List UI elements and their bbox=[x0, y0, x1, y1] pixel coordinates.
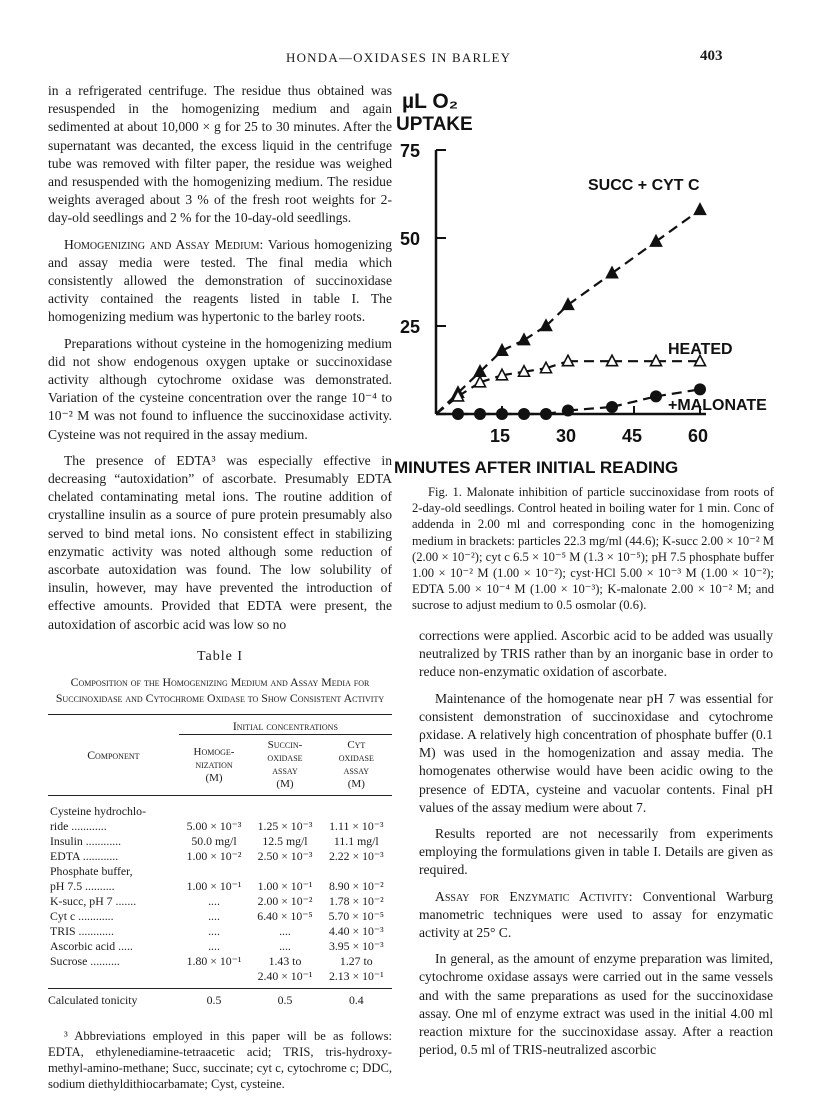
table-row bbox=[48, 909, 392, 924]
right-paragraph-3: Results reported are not necessarily from experiments employing the formulations given in table I. Details are given as required. bbox=[419, 826, 773, 878]
figure-label: Fig. 1. bbox=[428, 485, 462, 499]
right-paragraph-4 bbox=[419, 888, 773, 943]
x-tick-label: 45 bbox=[622, 426, 643, 446]
table-row bbox=[48, 819, 392, 834]
figure-caption-text bbox=[412, 484, 774, 614]
label-malonate: +MALONATE bbox=[668, 397, 767, 414]
right-paragraph-1: corrections were applied. Ascorbic acid to be added was usually neutralized by TRIS rather than by an inorganic base in order to reduce non-enzymatic oxidation of ascorbate. bbox=[419, 628, 773, 680]
cell-v3: 1.11 × 10⁻³ bbox=[329, 819, 384, 834]
cell-v3: 1.27 to bbox=[339, 954, 373, 969]
cell-v3: 8.90 × 10⁻² bbox=[328, 879, 384, 894]
cell-v2: 1.00 × 10⁻¹ bbox=[257, 879, 313, 894]
series-malonate-segment bbox=[568, 407, 612, 411]
y-axis-label-line2: UPTAKE bbox=[396, 114, 473, 135]
cell-name: Insulin ............ bbox=[50, 834, 122, 849]
cell-v1 bbox=[179, 796, 250, 820]
table-caption bbox=[48, 648, 392, 706]
cell-v2: 12.5 mg/l bbox=[262, 834, 308, 849]
table-row bbox=[48, 849, 392, 864]
table-row bbox=[48, 894, 392, 909]
figure-caption-body: Malonate inhibition of particle succinoxidase from roots of 2-day-old seedlings. Control heated in boiling water for 1 min. Conc of addenda in 2.00 ml and corresponding conc in the homogenizing medium in brackets: particles 22.3 mg/ml (44.6); K-succ 2.00 × 10⁻² M (2.00 × 10⁻²); cyt c 6.5 × 10⁻⁵ M (1.3 × 10⁻⁵); pH 7.5 phosphate buffer 1.00 × 10⁻² M (1.00 × 10⁻²); cyst·HCl 5.00 × 10⁻³ M (1.00 × 10⁻²); EDTA 5.00 × 10⁻⁴ M (1.00 × 10⁻³); K-malonate 2.00 × 10⁻² M; and sucrose to adjust medium to 0.5 osmolar (0.6). bbox=[412, 485, 774, 613]
section-heading-assay: Assay for Enzymatic Activity: bbox=[435, 888, 633, 904]
cell-name: Cysteine hydrochlo- bbox=[50, 804, 146, 819]
chart-series bbox=[436, 204, 706, 420]
cell-v2: 2.50 × 10⁻³ bbox=[257, 849, 313, 864]
cell-v1: .... bbox=[208, 939, 220, 954]
series-succ-cyt-c-point bbox=[651, 236, 662, 247]
table-row bbox=[48, 864, 392, 879]
series-succ-cyt-c-point bbox=[695, 204, 706, 215]
label-succ-cyt-c: SUCC + CYT C bbox=[588, 177, 700, 194]
footnote-text: ³ Abbreviations employed in this paper will be as follows: EDTA, ethylenediamine-tetraacetic acid; TRIS, tris-hydroxy-methyl-amino-methane; Succ, succinate; cyt c, cytochrome c; DDC, sodium diethyldithiocarbamate; Cyst, cysteine. bbox=[48, 1029, 392, 1092]
cell-v1: 1.00 × 10⁻¹ bbox=[186, 879, 242, 894]
left-paragraph-1: in a refrigerated centrifuge. The residue thus obtained was resuspended in the homogenizing medium and again sedimented at about 10,000 × g for 25 to 30 minutes. After the supernatant was decanted, the excess liquid in the centrifuge tube was removed with filter paper, the residue was weighed and resuspended with the homogenizing medium. The residue weights averaged about 3 % of the fresh root weights for 2-day-old seedlings and 2 % for the 10-day-old seedlings. bbox=[48, 83, 392, 226]
table-row-tonicity bbox=[48, 989, 392, 1009]
cell-name: Ascorbic acid ..... bbox=[50, 939, 133, 954]
cell-v1: 0.5 bbox=[206, 993, 222, 1008]
label-heated: HEATED bbox=[668, 341, 733, 358]
series-malonate-point bbox=[606, 401, 618, 413]
cell-name: Calculated tonicity bbox=[48, 993, 138, 1008]
table-row bbox=[48, 834, 392, 849]
y-axis-label-line1: µL O₂ bbox=[402, 90, 459, 113]
cell-name: ride ............ bbox=[50, 819, 107, 834]
cell-v3 bbox=[321, 796, 392, 820]
left-column bbox=[48, 82, 392, 1092]
cell-v2: 2.40 × 10⁻¹ bbox=[249, 969, 320, 989]
series-succ-cyt-c-point bbox=[563, 299, 574, 310]
cell-v1: 5.00 × 10⁻³ bbox=[186, 819, 242, 834]
cell-v3: 5.70 × 10⁻⁵ bbox=[328, 909, 384, 924]
series-malonate-point bbox=[650, 390, 662, 402]
cell-v1: .... bbox=[208, 894, 220, 909]
cell-v3 bbox=[321, 864, 392, 879]
left-paragraph-4: The presence of EDTA³ was especially effective in decreasing “autoxidation” of ascorbate. Presumably EDTA chelated contaminating metal ions. The routine addition of crystalline insulin as a source of pure protein presumably also served to bind metal ions. No consistent effect in stabilizing enzymatic activity was noted although some reduction of ascorbate autoxidation was found. The low solubility of insulin, however, may have prevented the introduction of effective amounts. Provided that EDTA were present, the autoxidation of ascorbic acid was low so no bbox=[48, 452, 392, 632]
cell-v2: 1.43 to bbox=[268, 954, 302, 969]
left-paragraph-2 bbox=[48, 236, 392, 327]
composition-table bbox=[48, 714, 392, 1008]
cell-name: pH 7.5 .......... bbox=[50, 879, 115, 894]
series-malonate-segment bbox=[612, 396, 656, 407]
cell-v3: 0.4 bbox=[348, 993, 364, 1008]
table-header-cyt-oxidase: Cyt oxidase assay (M) bbox=[338, 739, 374, 791]
right-paragraph-5: In general, as the amount of enzyme preparation was limited, cytochrome oxidase assays were carried out in the same vessels and with the same preparations as used for the succinoxidase assay. One ml of enzyme extract was used in the initial 4.00 ml reaction mixture for the succinoxidase assay. After a reaction period, 0.5 ml of TRIS-neutralized ascorbic bbox=[419, 951, 773, 1058]
running-header bbox=[0, 50, 816, 70]
series-succ-cyt-c-point bbox=[519, 334, 530, 344]
cell-name bbox=[48, 969, 179, 989]
series-malonate-point bbox=[452, 408, 464, 420]
cell-v2: 1.25 × 10⁻³ bbox=[257, 819, 313, 834]
series-malonate-segment bbox=[656, 389, 700, 396]
x-axis-label: MINUTES AFTER INITIAL READING bbox=[394, 458, 679, 477]
table-header-succinoxidase: Succin- oxidase assay (M) bbox=[267, 739, 303, 791]
right-paragraph-4-text: Conventional Warburg manometric techniques were used to assay for enzymatic activity at 25° C. bbox=[419, 888, 773, 941]
cell-name: TRIS ............ bbox=[50, 924, 114, 939]
table-header-component: Component bbox=[48, 715, 179, 796]
y-tick-label: 75 bbox=[400, 141, 421, 161]
cell-v2 bbox=[249, 796, 320, 820]
cell-v1: 50.0 mg/l bbox=[191, 834, 237, 849]
x-tick-label: 15 bbox=[490, 426, 511, 446]
table-body bbox=[48, 796, 392, 989]
y-tick-label: 25 bbox=[400, 317, 421, 337]
right-column bbox=[419, 627, 773, 1059]
cell-v2: .... bbox=[279, 924, 291, 939]
left-paragraph-2-text: Various homogenizing and assay media were tested. The final media which consistently allowed the demonstration of succinoxidase activity contained the reagents listed in table I. The homogenizing medium was hypertonic to the barley roots. bbox=[48, 236, 392, 325]
table-number: Table I bbox=[196, 648, 244, 664]
cell-v1: 1.80 × 10⁻¹ bbox=[186, 954, 242, 969]
cell-v1: 1.00 × 10⁻² bbox=[186, 849, 242, 864]
cell-name: Sucrose .......... bbox=[50, 954, 120, 969]
cell-v3: 2.13 × 10⁻¹ bbox=[321, 969, 392, 989]
x-tick-label: 30 bbox=[556, 426, 577, 446]
left-paragraph-3: Preparations without cysteine in the homogenizing medium did not show endogenous oxygen uptake or succinoxidase activity although cytochrome oxidase was demonstrated. Variation of the cysteine concentration over the range 10⁻⁴ to 10⁻² M was not found to influence the succinoxidase activity. Cysteine was not required in the assay medium. bbox=[48, 335, 392, 442]
cell-v2 bbox=[249, 864, 320, 879]
table-row bbox=[48, 879, 392, 894]
table-row bbox=[48, 924, 392, 939]
figure-1-chart bbox=[392, 84, 782, 480]
series-malonate-point bbox=[562, 404, 574, 416]
table-row bbox=[48, 796, 392, 820]
cell-v2: 6.40 × 10⁻⁵ bbox=[257, 909, 313, 924]
series-succ-cyt-c-point bbox=[607, 267, 618, 278]
series-succ-cyt-c-segment bbox=[568, 273, 612, 305]
series-malonate-point bbox=[540, 408, 552, 420]
table-row bbox=[48, 939, 392, 954]
series-malonate-point bbox=[518, 408, 530, 420]
footnote bbox=[48, 1028, 392, 1092]
series-malonate-point bbox=[474, 408, 486, 420]
cell-v1: .... bbox=[208, 924, 220, 939]
cell-name: Cyt c ............ bbox=[50, 909, 114, 924]
cell-name: EDTA ............ bbox=[50, 849, 119, 864]
series-malonate-point bbox=[496, 408, 508, 420]
table-header-group: Initial concentrations bbox=[179, 715, 392, 735]
page-number: 403 bbox=[700, 48, 723, 64]
cell-v2: .... bbox=[279, 939, 291, 954]
cell-v2: 0.5 bbox=[277, 993, 293, 1008]
figure-caption bbox=[412, 484, 774, 614]
cell-name: K-succ, pH 7 ....... bbox=[50, 894, 137, 909]
table-row bbox=[48, 969, 392, 989]
cell-v3: 2.22 × 10⁻³ bbox=[328, 849, 384, 864]
cell-name: Phosphate buffer, bbox=[50, 864, 133, 879]
x-tick-label: 60 bbox=[688, 426, 709, 446]
cell-v3: 3.95 × 10⁻³ bbox=[328, 939, 384, 954]
cell-v3: 1.78 × 10⁻² bbox=[328, 894, 384, 909]
right-paragraph-2: Maintenance of the homogenate near pH 7 was essential for consistent demonstration of succinoxidase and cytochrome ρxidase. A relatively high concentration of phosphate buffer (0.1 M) was used in the homogenization and assay media. The homogenates otherwise would have been acidic owing to the presence of EDTA, cysteine and vacuolar contents. Final pH values of the assay medium were about 7. bbox=[419, 690, 773, 815]
series-succ-cyt-c-segment bbox=[656, 210, 700, 242]
cell-v3: 11.1 mg/l bbox=[333, 834, 379, 849]
cell-v2: 2.00 × 10⁻² bbox=[257, 894, 313, 909]
series-malonate-point bbox=[694, 383, 706, 395]
cell-v3: 4.40 × 10⁻³ bbox=[328, 924, 384, 939]
section-heading-medium: Homogenizing and Assay Medium: bbox=[64, 236, 264, 252]
y-tick-label: 50 bbox=[400, 229, 421, 249]
table-row bbox=[48, 954, 392, 969]
cell-v1: .... bbox=[208, 909, 220, 924]
cell-v1 bbox=[179, 864, 250, 879]
series-succ-cyt-c-segment bbox=[612, 242, 656, 274]
cell-v1 bbox=[179, 969, 250, 989]
table-header-homogenization: Homoge- nization (M) bbox=[193, 745, 235, 784]
running-title: HONDA—OXIDASES IN BARLEY bbox=[286, 50, 512, 65]
table-description: Composition of the Homogenizing Medium and Assay Media for Succinoxidase and Cytochrome Oxidase to Show Consistent Activity bbox=[55, 675, 385, 706]
